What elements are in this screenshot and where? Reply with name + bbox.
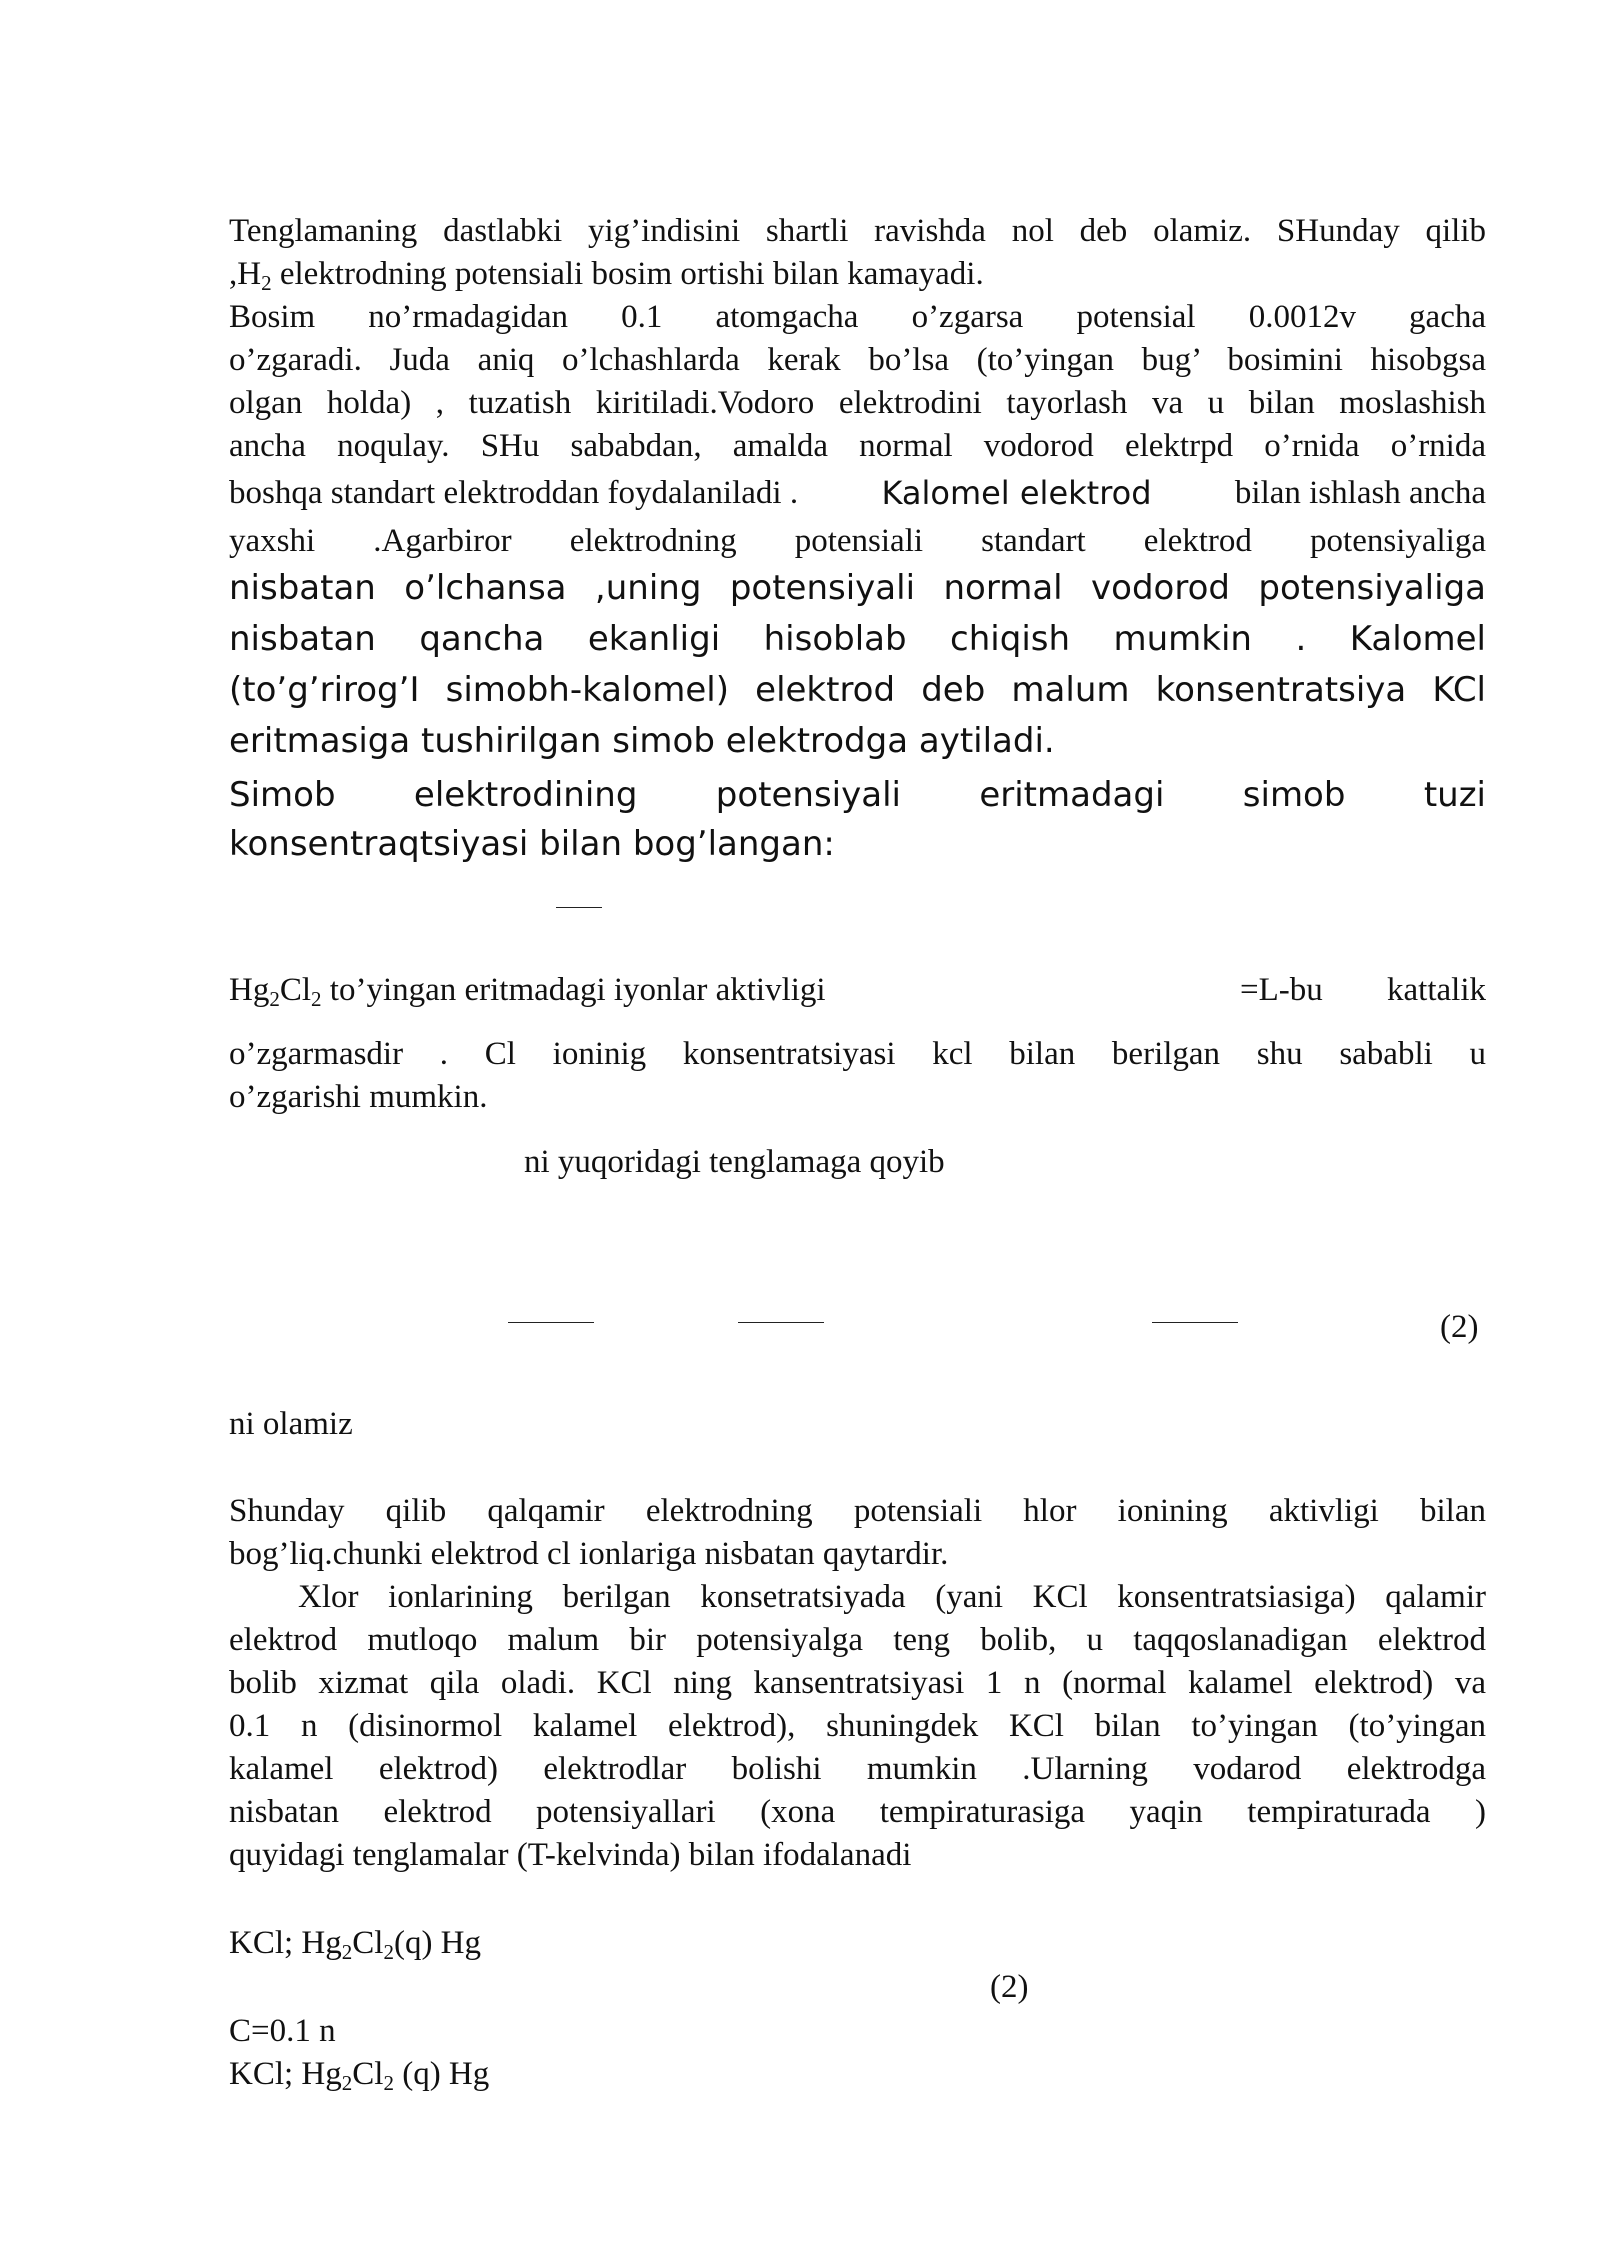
paragraph-line: ni olamiz	[229, 1406, 353, 1442]
paragraph-line: o’zgarmasdir . Cl ioninig konsentratsiyasi kcl bilan berilgan shu sababli u	[229, 1036, 1486, 1072]
equation-number: (2)	[990, 1969, 1029, 2005]
paragraph-line: =L-bu kattalik	[1240, 972, 1486, 1008]
highlighted-term: Kalomel elektrod	[881, 474, 1152, 512]
fraction-bar	[738, 1322, 824, 1323]
paragraph-line: Tenglamaning dastlabki yig’indisini shartli ravishda nol deb olamiz. SHunday qilib	[229, 213, 1486, 249]
paragraph-line: kalamel elektrod) elektrodlar bolishi mumkin .Ularning vodarod elektrodga	[229, 1751, 1486, 1787]
paragraph-line	[229, 969, 1129, 1012]
paragraph-line: elektrod mutloqo malum bir potensiyalga teng bolib, u taqqoslanadigan elektrod	[229, 1622, 1486, 1658]
fraction-bar	[556, 907, 602, 908]
paragraph-line: o’zgarishi mumkin.	[229, 1079, 488, 1115]
subscript: 2	[341, 1940, 353, 1964]
cell-notation: C=0.1 n	[229, 2013, 336, 2049]
subscript: 2	[383, 1940, 394, 1964]
subscript: 2	[269, 987, 280, 1011]
text-run: to’yingan eritmadagi iyonlar aktivligi	[321, 972, 826, 1008]
paragraph-line: yaxshi .Agarbiror elektrodning potensiali standart elektrod potensiyaliga	[229, 523, 1486, 559]
paragraph-line: konsentraqtsiyasi bilan bog’langan:	[229, 824, 835, 864]
text-run: Cl	[352, 1925, 384, 1961]
cell-notation	[229, 1922, 1486, 1965]
cell-notation	[229, 2053, 1486, 2096]
paragraph-line: quyidagi tenglamalar (T-kelvinda) bilan ifodalanadi	[229, 1837, 912, 1873]
paragraph-line: nisbatan o’lchansa ,uning potensiyali normal vodorod potensiyaliga	[229, 568, 1486, 608]
paragraph-line: olgan holda) , tuzatish kiritiladi.Vodoro elektrodini tayorlash va u bilan moslashish	[229, 385, 1486, 421]
paragraph-line: bolib xizmat qila oladi. KCl ning kansentratsiyasi 1 n (normal kalamel elektrod) va	[229, 1665, 1486, 1701]
fraction-bar	[508, 1322, 594, 1323]
text-run: elektrodning potensiali bosim ortishi bilan kamayadi.	[271, 256, 984, 292]
equation-number: (2)	[1440, 1309, 1479, 1345]
paragraph-line: Bosim no’rmadagidan 0.1 atomgacha o’zgarsa potensial 0.0012v gacha	[229, 299, 1486, 335]
paragraph-line: (to’g’rirog’I simobh-kalomel) elektrod deb malum konsentratsiya KCl	[229, 670, 1486, 710]
text-run: Hg	[229, 972, 270, 1008]
text-run: Cl	[352, 2056, 384, 2092]
text-run: (q) Hg	[393, 2056, 490, 2092]
paragraph-line: Shunday qilib qalqamir elektrodning potensiali hlor ionining aktivligi bilan	[229, 1493, 1486, 1529]
text-run: Cl	[279, 972, 312, 1008]
text-run: boshqa standart elektroddan foydalaniladi .	[229, 475, 799, 511]
text-run: KCl; Hg	[229, 1925, 342, 1961]
text-run: bilan ishlash ancha	[1234, 475, 1486, 511]
paragraph-line: eritmasiga tushirilgan simob elektrodga aytiladi.	[229, 721, 1055, 761]
subscript: 2	[383, 2071, 394, 2095]
text-run: KCl; Hg	[229, 2056, 342, 2092]
subscript: 2	[261, 271, 272, 295]
subscript: 2	[341, 2071, 353, 2095]
paragraph-line: Simob elektrodining potensiyali eritmadagi simob tuzi	[229, 775, 1486, 815]
paragraph-line: nisbatan elektrod potensiyallari (xona tempiraturasiga yaqin tempiraturada )	[229, 1794, 1486, 1830]
paragraph-line: ancha noqulay. SHu sababdan, amalda normal vodorod elektrpd o’rnida o’rnida	[229, 428, 1486, 464]
paragraph-line: bog’liq.chunki elektrod cl ionlariga nisbatan qaytardir.	[229, 1536, 949, 1572]
paragraph-line: ni yuqoridagi tenglamaga qoyib	[524, 1144, 945, 1180]
paragraph-line: 0.1 n (disinormol kalamel elektrod), shuningdek KCl bilan to’yingan (to’yingan	[229, 1708, 1486, 1744]
paragraph-line: Xlor ionlarining berilgan konsetratsiyada (yani KCl konsentratsiasiga) qalamir	[298, 1579, 1486, 1615]
paragraph-line	[229, 253, 1486, 296]
subscript: 2	[311, 987, 322, 1011]
paragraph-line	[229, 472, 1486, 515]
text-run: ,H	[229, 256, 262, 292]
paragraph-line: nisbatan qancha ekanligi hisoblab chiqish mumkin . Kalomel	[229, 619, 1486, 659]
text-run: (q) Hg	[393, 1925, 482, 1961]
fraction-bar	[1152, 1322, 1238, 1323]
paragraph-line: o’zgaradi. Juda aniq o’lchashlarda kerak bo’lsa (to’yingan bug’ bosimini hisobgsa	[229, 342, 1486, 378]
